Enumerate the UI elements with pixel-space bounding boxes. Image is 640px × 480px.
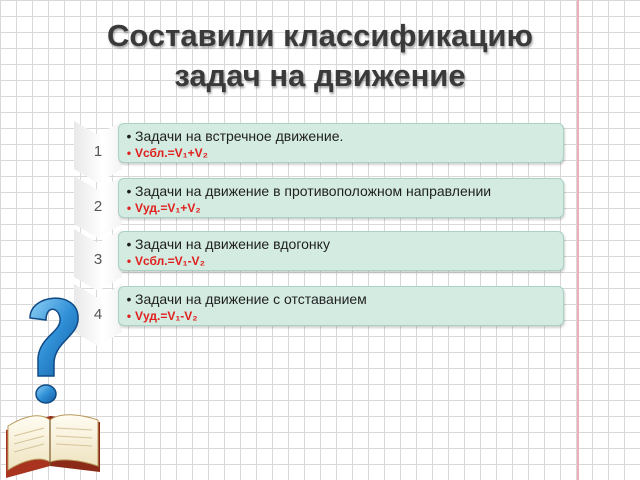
page-title <box>20 16 620 96</box>
question-book-illustration <box>0 280 110 480</box>
item-number: 3 <box>93 251 103 268</box>
formula-line <box>123 308 563 324</box>
bullet-icon: • <box>126 182 132 199</box>
formula-text: Vсбл.=V₁+V₂ <box>135 146 208 160</box>
task-type-text: Задачи на движение в противоположном направлении <box>135 182 492 199</box>
task-type-line <box>123 289 563 308</box>
task-type-text: Задачи на движение вдогонку <box>135 235 330 252</box>
formula-text: Vуд.=V₁-V₂ <box>135 309 198 323</box>
open-book-icon <box>6 415 100 478</box>
item-number: 1 <box>93 143 103 160</box>
bullet-icon: • <box>126 309 132 323</box>
formula-line <box>123 145 563 161</box>
formula-line <box>123 253 563 269</box>
bullet-icon: • <box>126 235 132 252</box>
bullet-icon: • <box>126 254 132 268</box>
bullet-icon: • <box>126 290 132 307</box>
task-type-line <box>123 181 563 200</box>
classification-item-3 <box>74 229 566 291</box>
bullet-icon: • <box>126 146 132 160</box>
bullet-icon: • <box>126 127 132 144</box>
item-number: 4 <box>93 306 103 323</box>
bullet-icon: • <box>126 201 132 215</box>
item-content-box <box>118 178 564 218</box>
title-line-1: Составили классификацию <box>107 18 533 53</box>
item-content-box <box>118 286 564 326</box>
item-number: 2 <box>93 198 103 215</box>
classification-item-1 <box>74 121 566 183</box>
question-mark-icon <box>30 298 78 403</box>
task-type-text: Задачи на движение с отставанием <box>135 290 367 307</box>
classification-item-4 <box>74 284 566 346</box>
item-content-box <box>118 231 564 271</box>
formula-text: Vуд.=V₁+V₂ <box>135 201 201 215</box>
formula-text: Vсбл.=V₁-V₂ <box>135 254 205 268</box>
item-content-box <box>118 123 564 163</box>
title-line-2: задач на движение <box>174 58 466 93</box>
task-type-line <box>123 126 563 145</box>
task-type-line <box>123 234 563 253</box>
task-type-text: Задачи на встречное движение. <box>135 127 344 144</box>
formula-line <box>123 200 563 216</box>
